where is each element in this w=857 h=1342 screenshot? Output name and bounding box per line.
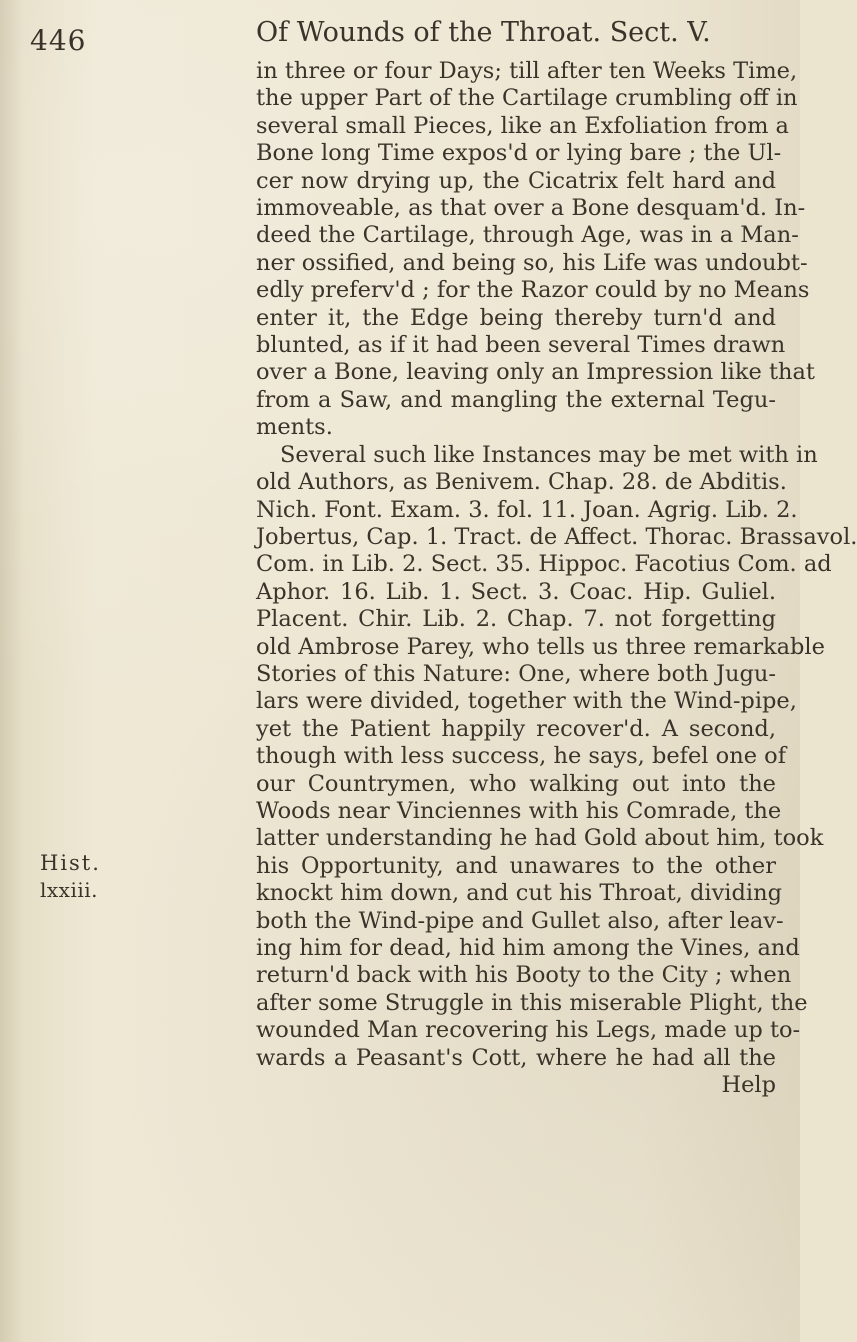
text-line: latter understanding he had Gold about him, took <box>256 825 824 852</box>
catchword: Help <box>721 1072 776 1099</box>
text-line: cer now drying up, the Cicatrix felt hard and <box>256 167 776 194</box>
text-line: Jobertus, Cap. 1. Tract. de Affect. Thorac. Brassavol. <box>256 523 857 550</box>
text-line: over a Bone, leaving only an Impression like that <box>256 359 815 386</box>
text-line: lars were divided, together with the Wind-pipe, <box>256 688 797 715</box>
text-line: yet the Patient happily recover'd. A second, <box>256 715 776 742</box>
text-line: edly preferv'd ; for the Razor could by no Means <box>256 277 810 304</box>
text-line: our Countrymen, who walking out into the <box>256 770 776 797</box>
text-line: enter it, the Edge being thereby turn'd and <box>256 304 776 331</box>
text-line: Several such like Instances may be met with in <box>280 441 818 468</box>
text-line: wards a Peasant's Cott, where he had all the <box>256 1044 776 1071</box>
text-line: several small Pieces, like an Exfoliation from a <box>256 112 789 139</box>
text-line: Com. in Lib. 2. Sect. 35. Hippoc. Facotius Com. ad <box>256 551 832 578</box>
text-line: both the Wind-pipe and Gullet also, after leav- <box>256 907 784 934</box>
text-line: in three or four Days; till after ten Weeks Time, <box>256 58 798 84</box>
text-line: deed the Cartilage, through Age, was in a Man- <box>256 222 799 249</box>
marginal-note-number: lxxiii. <box>40 878 99 902</box>
body-text <box>256 58 857 1099</box>
text-line: Nich. Font. Exam. 3. fol. 11. Joan. Agrig. Lib. 2. <box>256 496 798 523</box>
text-line: wounded Man recovering his Legs, made up to- <box>256 1017 801 1044</box>
text-line: return'd back with his Booty to the City ; when <box>256 962 792 989</box>
text-line: Woods near Vinciennes with his Comrade, the <box>256 797 782 824</box>
text-line: Placent. Chir. Lib. 2. Chap. 7. not forgetting <box>256 606 776 633</box>
text-line: immoveable, as that over a Bone desquam'd. In- <box>256 195 806 222</box>
text-line: Bone long Time expos'd or lying bare ; the Ul- <box>256 140 782 167</box>
marginal-note-abbrev: Hist. <box>40 851 101 875</box>
marginal-note <box>40 850 101 904</box>
text-line: Aphor. 16. Lib. 1. Sect. 3. Coac. Hip. Guliel. <box>256 578 776 605</box>
text-line: ner ossified, and being so, his Life was undoubt- <box>256 249 808 276</box>
page-number: 446 <box>30 24 87 57</box>
text-line: though with less success, he says, befel one of <box>256 743 787 770</box>
text-line: the upper Part of the Cartilage crumbling off in <box>256 85 798 112</box>
text-line: his Opportunity, and unawares to the other <box>256 852 776 879</box>
running-head: Of Wounds of the Throat. Sect. V. <box>256 17 711 48</box>
text-line: old Authors, as Benivem. Chap. 28. de Abditis. <box>256 469 787 496</box>
text-line: blunted, as if it had been several Times drawn <box>256 332 786 359</box>
text-line: Stories of this Nature: One, where both Jugu- <box>256 660 776 687</box>
text-line: ing him for dead, hid him among the Vines, and <box>256 935 800 961</box>
text-line: knockt him down, and cut his Throat, dividing <box>256 880 782 907</box>
page-gutter-shadow <box>0 0 24 1342</box>
text-line: from a Saw, and mangling the external Tegu- <box>256 386 776 413</box>
text-line: ments. <box>256 414 333 441</box>
text-line: old Ambrose Parey, who tells us three remarkable <box>256 633 825 660</box>
text-line: after some Struggle in this miserable Plight, the <box>256 989 808 1016</box>
